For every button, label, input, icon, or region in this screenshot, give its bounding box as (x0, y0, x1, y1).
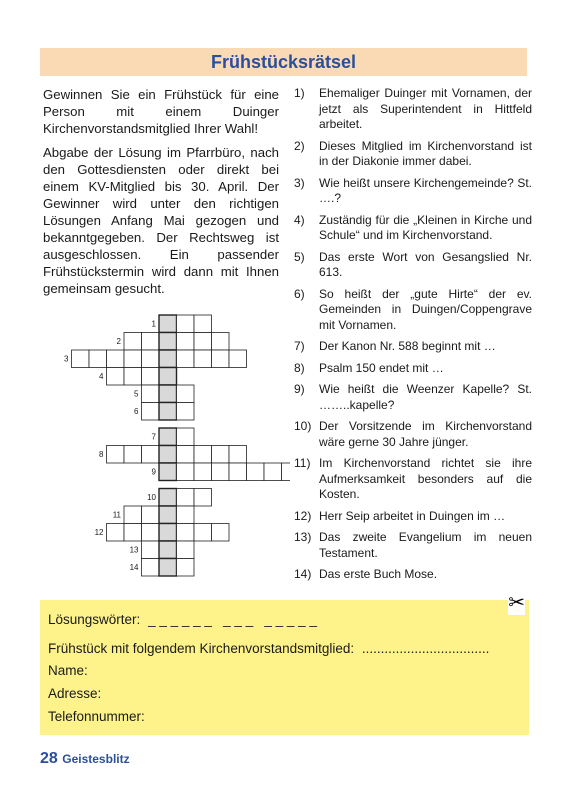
crossword-cell[interactable] (177, 403, 195, 421)
crossword-cell[interactable] (177, 463, 195, 481)
crossword-cell[interactable] (194, 333, 212, 351)
crossword-clue-number: 8 (99, 450, 104, 459)
crossword-cell[interactable] (124, 506, 142, 524)
crossword-cell[interactable] (194, 446, 212, 464)
question-list (294, 86, 532, 589)
crossword-solution-cell[interactable] (159, 333, 177, 351)
solution-line (48, 612, 317, 627)
crossword-clue-number: 3 (64, 354, 69, 364)
question-item (294, 287, 532, 334)
question-text: Das erste Buch Mose. (319, 567, 438, 581)
question-text: Der Vorsitzende im Kirchenvorstand wäre gerne 30 Jahre jünger. (319, 419, 532, 449)
crossword-solution-cell[interactable] (159, 524, 177, 542)
crossword-cell[interactable] (177, 524, 195, 542)
scissors-icon: ✂ (508, 592, 525, 614)
crossword-solution-cell[interactable] (159, 541, 177, 559)
question-text: So heißt der „gute Hirte“ der ev. Gemeinden in Duingen/Coppengrave mit Vornamen. (319, 286, 532, 332)
address-field[interactable]: Adresse: (48, 686, 102, 701)
crossword-cell[interactable] (142, 506, 160, 524)
crossword-grid (40, 310, 290, 590)
title-bar (40, 48, 527, 76)
crossword-cell[interactable] (212, 524, 230, 542)
crossword-solution-cell[interactable] (159, 559, 177, 577)
question-text: Herr Seip arbeitet in Duingen im … (319, 508, 506, 523)
crossword-cell[interactable] (229, 350, 247, 368)
crossword-clue-number: 9 (151, 467, 156, 477)
question-number: 1) (294, 86, 305, 100)
solution-blanks[interactable]: _ _ _ _ _ _ _ _ _ _ _ _ _ _ (148, 612, 317, 627)
entry-form (40, 592, 529, 735)
intro-paragraph-2: Abgabe der Lösung im Pfarrbüro, nach den Gottesdiensten oder direkt bei einem KV-Mitglied bis 30. April. Der Gewinner wird unter den richtigen Lösungen Anfang Mai gezogen und bekanntgegeben. Der Rechtsweg ist ausgeschlossen. Ein passender Frühstückstermin wird dann mit Ihnen gemeinsam gesucht. (43, 145, 279, 296)
question-text: Ehemaliger Duinger mit Vornamen, der jetzt als Superintendent in Hittfeld arbeitet. (319, 86, 532, 131)
crossword-cell[interactable] (177, 446, 195, 464)
question-item (294, 139, 532, 170)
crossword-cell[interactable] (177, 333, 195, 351)
crossword-clue-number: 12 (94, 528, 104, 537)
question-text: Psalm 150 endet mit … (319, 360, 444, 375)
question-text: Der Kanon Nr. 588 beginnt mit … (319, 339, 496, 353)
crossword-cell[interactable] (124, 368, 142, 386)
page-title: Frühstücksrätsel (210, 51, 357, 72)
crossword-clue-number: 6 (134, 407, 139, 416)
crossword-cell[interactable] (194, 315, 212, 333)
crossword-cell[interactable] (194, 463, 212, 481)
crossword-cell[interactable] (177, 350, 195, 368)
crossword-cell[interactable] (89, 350, 107, 368)
question-number: 13) (294, 530, 312, 544)
crossword-cell[interactable] (212, 446, 230, 464)
phone-field[interactable]: Telefonnummer: (48, 709, 145, 724)
page-number: 28 (40, 750, 58, 767)
member-line (48, 641, 489, 656)
crossword-solution-cell[interactable] (159, 315, 177, 333)
question-number: 5) (294, 249, 305, 264)
crossword-solution-cell[interactable] (159, 506, 177, 524)
member-label: Frühstück mit folgendem Kirchenvorstandsmitglied: (48, 641, 355, 656)
name-field[interactable]: Name: (48, 663, 88, 678)
question-number: 11) (294, 456, 311, 470)
question-item (294, 339, 532, 355)
question-text: Das erste Wort von Gesangslied Nr. 613. (319, 249, 532, 279)
crossword-cell[interactable] (124, 333, 142, 351)
question-text: Wie heißt die Weenzer Kapelle? St. ……..kapelle? (319, 382, 532, 412)
crossword-cell[interactable] (107, 446, 125, 464)
crossword-cell[interactable] (142, 524, 160, 542)
question-item (294, 382, 532, 413)
crossword-clue-number: 11 (112, 510, 121, 520)
question-item (294, 456, 532, 503)
crossword-cell[interactable] (194, 350, 212, 368)
crossword-cell[interactable] (177, 315, 195, 333)
question-item (294, 509, 532, 525)
crossword-cell[interactable] (177, 428, 195, 446)
question-text: Dieses Mitglied im Kirchenvorstand ist in der Diakonie immer dabei. (319, 138, 532, 168)
crossword-cell[interactable] (177, 541, 195, 559)
question-item (294, 530, 532, 561)
crossword-cell[interactable] (142, 385, 160, 403)
question-item (294, 176, 532, 207)
crossword-solution-cell[interactable] (159, 463, 177, 481)
solution-label: Lösungswörter: (48, 612, 141, 627)
question-number: 7) (294, 339, 305, 353)
page-footer (40, 750, 130, 768)
crossword-cell[interactable] (107, 524, 125, 542)
crossword-clue-number: 10 (147, 493, 156, 502)
question-item (294, 86, 532, 133)
question-number: 14) (294, 567, 312, 581)
crossword-cell[interactable] (142, 350, 160, 368)
crossword-solution-cell[interactable] (159, 403, 177, 421)
crossword-solution-cell[interactable] (159, 350, 177, 368)
crossword-cell[interactable] (107, 368, 125, 386)
crossword-cell[interactable] (177, 489, 195, 507)
member-dots[interactable]: .................................. (361, 641, 490, 656)
question-item (294, 567, 532, 583)
crossword-clue-number: 4 (99, 372, 104, 381)
crossword-cell[interactable] (212, 333, 230, 351)
intro-text (43, 86, 279, 304)
crossword-cell[interactable] (124, 446, 142, 464)
crossword-cell[interactable] (177, 385, 195, 403)
crossword-clue-number: 13 (129, 545, 139, 555)
question-number: 3) (294, 175, 305, 190)
crossword-cell[interactable] (264, 463, 282, 481)
question-item (294, 419, 532, 450)
crossword-cell[interactable] (177, 559, 195, 577)
crossword-clue-number: 14 (129, 563, 139, 572)
question-item (294, 213, 532, 244)
crossword-cell[interactable] (124, 350, 142, 368)
question-text: Wie heißt unsere Kirchengemeinde? St. ….? (319, 175, 532, 205)
crossword-cell[interactable] (229, 446, 247, 464)
crossword-cell[interactable] (124, 524, 142, 542)
crossword-solution-cell[interactable] (159, 368, 177, 386)
question-number: 9) (294, 382, 305, 396)
crossword-cell[interactable] (212, 350, 230, 368)
question-number: 2) (294, 138, 305, 153)
crossword-cell[interactable] (212, 463, 230, 481)
crossword-clue-number: 7 (151, 432, 156, 442)
crossword-cell[interactable] (107, 350, 125, 368)
crossword-solution-cell[interactable] (159, 446, 177, 464)
crossword-clue-number: 5 (134, 389, 139, 399)
intro-paragraph-1: Gewinnen Sie ein Frühstück für eine Person mit einem Duinger Kirchenvorstandsmitglied Ihrer Wahl! (43, 87, 279, 136)
crossword-cell[interactable] (142, 541, 160, 559)
crossword-cell[interactable] (194, 524, 212, 542)
crossword-cell[interactable] (229, 463, 247, 481)
crossword-cell[interactable] (142, 446, 160, 464)
question-number: 4) (294, 212, 305, 227)
crossword-cell[interactable] (142, 368, 160, 386)
crossword-cell[interactable] (194, 489, 212, 507)
question-text: Das zweite Evangelium im neuen Testament. (319, 530, 532, 560)
crossword-solution-cell[interactable] (159, 489, 177, 507)
question-number: 10) (294, 419, 312, 433)
question-text: Im Kirchenvorstand richtet sie ihre Aufmerksamkeit besonders auf die Kosten. (319, 456, 532, 501)
question-number: 6) (294, 286, 305, 301)
crossword-cell[interactable] (282, 463, 291, 481)
crossword-cell[interactable] (142, 333, 160, 351)
crossword-solution-cell[interactable] (159, 428, 177, 446)
question-number: 8) (294, 360, 305, 375)
crossword-cell[interactable] (247, 463, 265, 481)
question-item (294, 361, 532, 377)
question-item (294, 250, 532, 281)
crossword-clue-number: 2 (116, 337, 121, 346)
crossword-cell[interactable] (177, 506, 195, 524)
crossword-clue-number: 1 (151, 319, 156, 329)
crossword-solution-cell[interactable] (159, 385, 177, 403)
magazine-name: Geistesblitz (62, 752, 130, 766)
question-text: Zuständig für die „Kleinen in Kirche und Schule“ und im Kirchenvorstand. (319, 212, 532, 242)
crossword-cell[interactable] (72, 350, 90, 368)
question-number: 12) (294, 508, 312, 523)
crossword-cell[interactable] (142, 559, 160, 577)
crossword-cell[interactable] (142, 403, 160, 421)
